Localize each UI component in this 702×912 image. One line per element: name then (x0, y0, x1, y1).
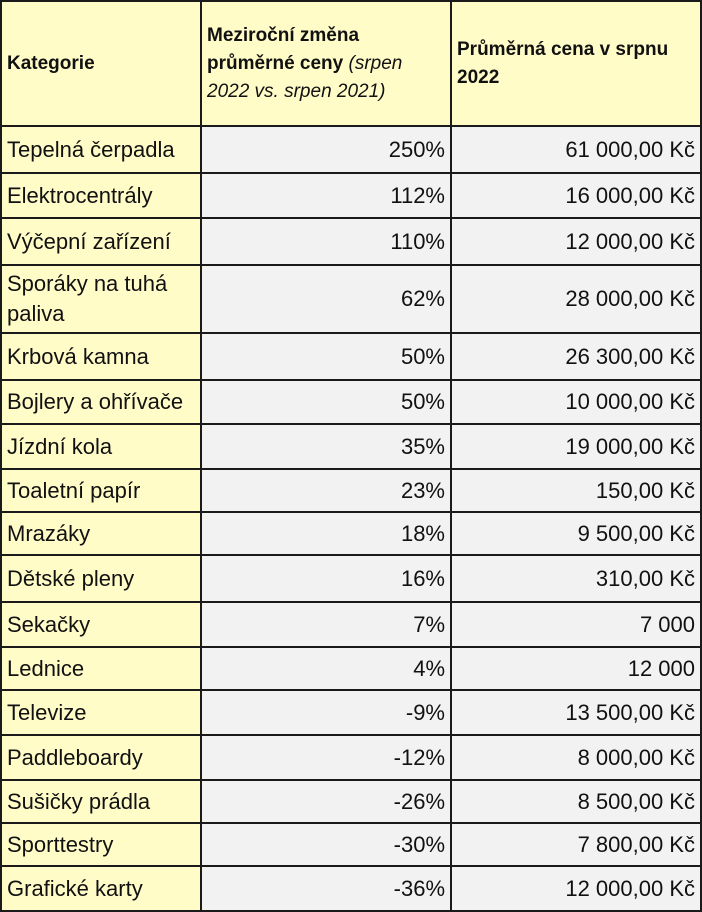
price-cell: 8 000,00 Kč (451, 735, 701, 780)
change-cell: 110% (201, 218, 451, 265)
category-cell: Mrazáky (1, 512, 201, 555)
price-cell: 12 000,00 Kč (451, 866, 701, 911)
change-cell: 18% (201, 512, 451, 555)
header-row (1, 1, 701, 126)
header-change-note: (srpen 2022 vs. srpen 2021) (207, 52, 403, 102)
price-cell: 13 500,00 Kč (451, 690, 701, 735)
table-row (1, 735, 701, 780)
table-row (1, 647, 701, 690)
table-row (1, 424, 701, 469)
table-row (1, 469, 701, 512)
category-cell: Lednice (1, 647, 201, 690)
table-row (1, 555, 701, 602)
change-cell: 4% (201, 647, 451, 690)
price-cell: 9 500,00 Kč (451, 512, 701, 555)
price-cell: 310,00 Kč (451, 555, 701, 602)
price-cell: 26 300,00 Kč (451, 333, 701, 380)
change-cell: -36% (201, 866, 451, 911)
change-cell: 23% (201, 469, 451, 512)
price-cell: 12 000,00 Kč (451, 218, 701, 265)
table-row (1, 780, 701, 823)
category-cell: Bojlery a ohřívače (1, 380, 201, 424)
price-cell: 12 000 (451, 647, 701, 690)
price-cell: 16 000,00 Kč (451, 173, 701, 218)
table-header (1, 1, 701, 126)
change-cell: -12% (201, 735, 451, 780)
header-price: Průměrná cena v srpnu 2022 (451, 1, 701, 126)
price-cell: 7 800,00 Kč (451, 823, 701, 866)
category-cell: Tepelná čerpadla (1, 126, 201, 173)
change-cell: 50% (201, 380, 451, 424)
price-cell: 7 000 (451, 602, 701, 647)
change-cell: 16% (201, 555, 451, 602)
header-change-bold: Meziroční změna průměrné ceny (207, 24, 360, 74)
table-body (1, 126, 701, 911)
change-cell: -30% (201, 823, 451, 866)
change-cell: 35% (201, 424, 451, 469)
change-cell: 250% (201, 126, 451, 173)
category-cell: Krbová kamna (1, 333, 201, 380)
table-row (1, 823, 701, 866)
category-cell: Toaletní papír (1, 469, 201, 512)
price-cell: 19 000,00 Kč (451, 424, 701, 469)
category-cell: Jízdní kola (1, 424, 201, 469)
change-cell: 62% (201, 265, 451, 333)
change-cell: -9% (201, 690, 451, 735)
table-row (1, 380, 701, 424)
category-cell: Sporáky na tuhá paliva (1, 265, 201, 333)
table-row (1, 126, 701, 173)
change-cell: -26% (201, 780, 451, 823)
table-row (1, 512, 701, 555)
price-cell: 10 000,00 Kč (451, 380, 701, 424)
category-cell: Výčepní zařízení (1, 218, 201, 265)
change-cell: 7% (201, 602, 451, 647)
table-row (1, 265, 701, 333)
price-cell: 61 000,00 Kč (451, 126, 701, 173)
category-cell: Sušičky prádla (1, 780, 201, 823)
category-cell: Dětské pleny (1, 555, 201, 602)
category-cell: Televize (1, 690, 201, 735)
category-cell: Grafické karty (1, 866, 201, 911)
table-row (1, 173, 701, 218)
table-row (1, 602, 701, 647)
price-cell: 28 000,00 Kč (451, 265, 701, 333)
category-cell: Sporttestry (1, 823, 201, 866)
category-cell: Paddleboardy (1, 735, 201, 780)
table-row (1, 333, 701, 380)
change-cell: 112% (201, 173, 451, 218)
header-category: Kategorie (1, 1, 201, 126)
change-cell: 50% (201, 333, 451, 380)
price-cell: 150,00 Kč (451, 469, 701, 512)
category-cell: Sekačky (1, 602, 201, 647)
header-change (201, 1, 451, 126)
price-cell: 8 500,00 Kč (451, 780, 701, 823)
table-row (1, 690, 701, 735)
table-row (1, 866, 701, 911)
table-row (1, 218, 701, 265)
category-cell: Elektrocentrály (1, 173, 201, 218)
